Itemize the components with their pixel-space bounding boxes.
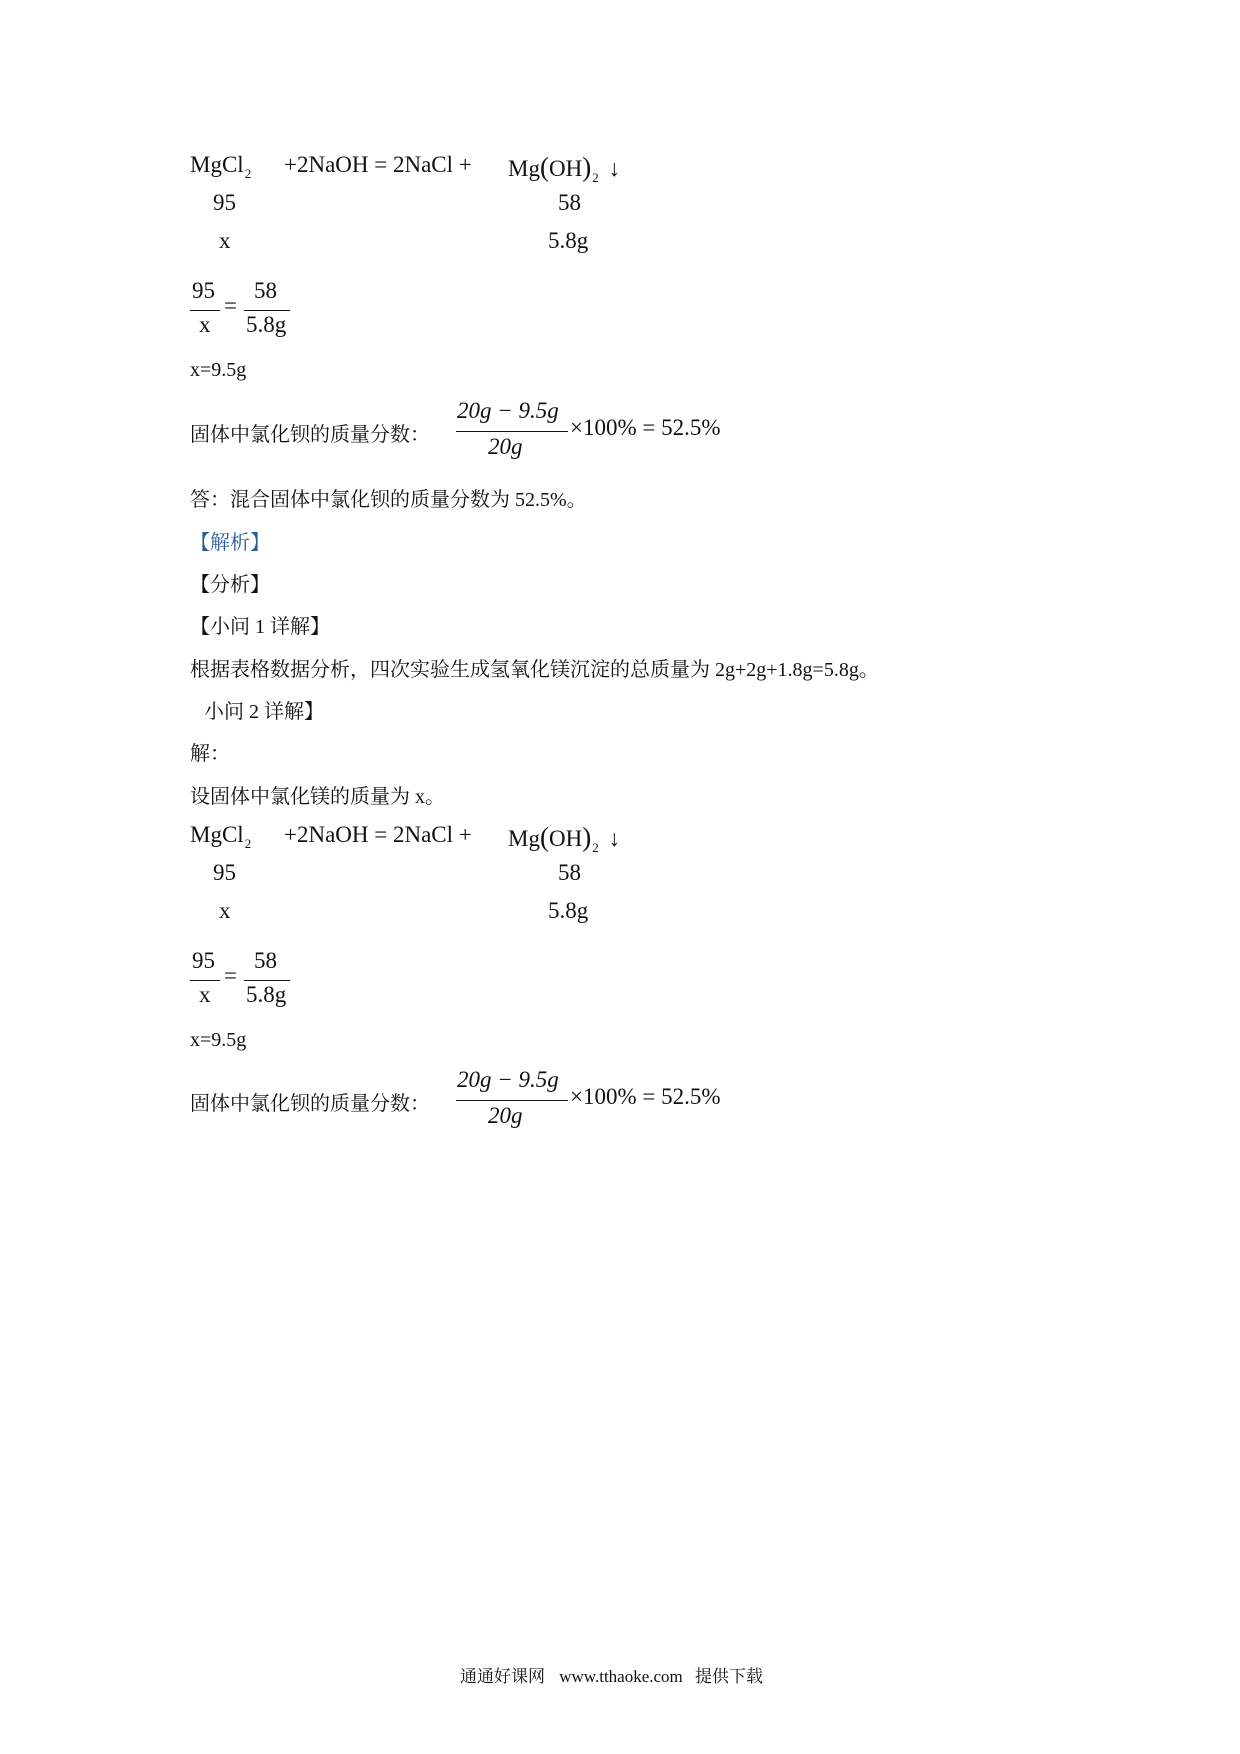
row3-left: x — [219, 898, 231, 923]
fraction-bar — [456, 431, 568, 432]
paren-close: ) — [582, 822, 592, 852]
fraction-denominator: 5.8g — [246, 312, 287, 337]
fraction-numerator: 20g − 9.5g — [457, 1067, 559, 1092]
solve-label: 解： — [190, 743, 230, 765]
row3-right: 5.8g — [548, 898, 589, 923]
fraction-denominator: x — [199, 982, 211, 1007]
equation-product-mgoh2 — [508, 152, 620, 186]
row2-left: 95 — [213, 860, 236, 885]
reactant-formula: MgCl — [190, 822, 244, 847]
paren-open: ( — [539, 822, 549, 852]
paren-open: ( — [539, 152, 549, 182]
mass-fraction-result: ×100% = 52.5% — [570, 415, 721, 440]
mass-fraction — [456, 398, 568, 464]
row3-right: 5.8g — [548, 228, 589, 253]
mass-fraction-result: ×100% = 52.5% — [570, 1084, 721, 1109]
fraction-numerator: 95 — [192, 948, 215, 973]
equation-reactant-mgcl2 — [190, 822, 251, 852]
fraction-denominator: 20g — [488, 434, 523, 459]
fraction-denominator: x — [199, 312, 211, 337]
fraction-numerator: 58 — [254, 278, 277, 303]
answer-line: 答：混合固体中氯化钡的质量分数为 52.5%。 — [190, 489, 587, 511]
footer-tail: 提供下载 — [695, 1667, 764, 1686]
mass-fraction-label: 固体中氯化钡的质量分数： — [190, 424, 430, 446]
row2-right: 58 — [558, 860, 581, 885]
row2-right: 58 — [558, 190, 581, 215]
reactant-formula: MgCl — [190, 152, 244, 177]
proportion-left-fraction — [190, 946, 220, 1010]
mass-fraction — [456, 1067, 568, 1133]
reactant-subscript: 2 — [244, 166, 252, 181]
down-arrow-icon: ↓ — [608, 156, 620, 181]
result-line: x=9.5g — [190, 359, 247, 381]
equation-middle: +2NaOH = 2NaCl + — [284, 152, 472, 177]
question1-text: 根据表格数据分析，四次实验生成氢氧化镁沉淀的总质量为 2g+2g+1.8g=5.8g。 — [190, 659, 879, 681]
question2-heading: 小问 2 详解】 — [204, 701, 324, 723]
footer — [460, 1662, 763, 1687]
proportion-left-fraction — [190, 276, 220, 340]
product-mg: Mg — [508, 156, 540, 181]
fraction-numerator: 95 — [192, 278, 215, 303]
proportion-right-fraction — [244, 946, 290, 1010]
footer-url[interactable]: www.tthaoke.com — [559, 1667, 683, 1686]
question1-heading: 【小问 1 详解】 — [190, 616, 330, 638]
product-oh: OH — [548, 156, 583, 181]
proportion-equals: = — [224, 293, 237, 318]
analysis-heading-blue: 【解析】 — [190, 532, 270, 554]
result-line: x=9.5g — [190, 1029, 247, 1051]
row3-left: x — [219, 228, 231, 253]
paren-close: ) — [582, 152, 592, 182]
equation-product-mgoh2 — [508, 822, 620, 856]
proportion-equals: = — [224, 963, 237, 988]
down-arrow-icon: ↓ — [608, 826, 620, 851]
proportion-right-fraction — [244, 276, 290, 340]
product-subscript: 2 — [592, 840, 599, 855]
product-mg: Mg — [508, 826, 540, 851]
product-oh: OH — [548, 826, 583, 851]
footer-site-name: 通通好课网 — [460, 1667, 545, 1686]
mass-fraction-label: 固体中氯化钡的质量分数： — [190, 1093, 430, 1115]
fraction-bar — [456, 1100, 568, 1101]
equation-middle: +2NaOH = 2NaCl + — [284, 822, 472, 847]
row2-left: 95 — [213, 190, 236, 215]
equation-reactant-mgcl2 — [190, 152, 251, 182]
analysis-heading: 【分析】 — [190, 574, 270, 596]
fraction-numerator: 58 — [254, 948, 277, 973]
fraction-denominator: 20g — [488, 1103, 523, 1128]
reactant-subscript: 2 — [244, 836, 252, 851]
fraction-numerator: 20g − 9.5g — [457, 398, 559, 423]
product-subscript: 2 — [592, 170, 599, 185]
fraction-denominator: 5.8g — [246, 982, 287, 1007]
set-variable-line: 设固体中氯化镁的质量为 x。 — [190, 786, 445, 808]
